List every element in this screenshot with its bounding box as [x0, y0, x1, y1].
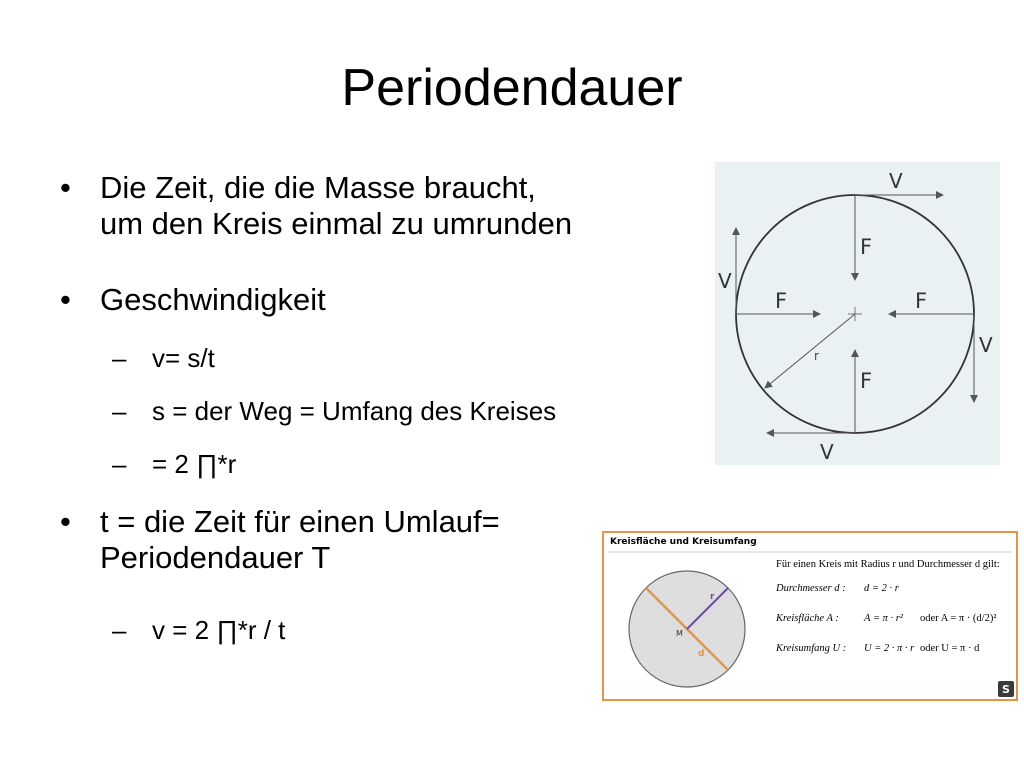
force-label-bottom: F [860, 369, 873, 393]
formula-label: Kreisumfang U : [776, 643, 847, 654]
radius-arrow [765, 314, 855, 388]
radius-label: r [814, 349, 819, 363]
formula-label: Durchmesser d : [776, 583, 846, 594]
logo-text: S [1002, 683, 1010, 696]
force-label-right: F [915, 289, 928, 313]
sub-bullet-marker: – [112, 396, 127, 426]
sub-bullet-text: v= s/t [152, 343, 215, 373]
bullet-text-cont: Periodendauer T [100, 540, 331, 575]
velocity-label-right: V [979, 333, 993, 357]
radius-label: r [710, 592, 715, 602]
formula-heading: Kreisfläche und Kreisumfang [610, 537, 757, 547]
circle-formula-box [602, 531, 1018, 701]
sub-bullet-marker: – [112, 449, 127, 479]
sub-bullet-text: s = der Weg = Umfang des Kreises [152, 396, 557, 426]
force-label-left: F [775, 289, 788, 313]
bullet-text: t = die Zeit für einen Umlauf= [100, 504, 500, 539]
sub-bullet-marker: – [112, 615, 127, 645]
circular-motion-diagram [715, 162, 1000, 465]
bullet-text: Die Zeit, die die Masse braucht, [100, 170, 536, 205]
bullet-speed [60, 282, 326, 318]
center-label: M [676, 629, 683, 638]
formula-expression: A = π · r² [864, 613, 903, 624]
velocity-label-left: V [718, 269, 732, 293]
formula-alternative: oder U = π · d [920, 643, 980, 654]
bullet-marker: • [60, 504, 71, 539]
bullet-marker: • [60, 170, 71, 205]
sub-bullet-text: = 2 ∏*r [152, 449, 237, 479]
formula-alternative: oder A = π · (d/2)² [920, 613, 997, 624]
bullet-period [60, 504, 500, 576]
bullet-marker: • [60, 282, 71, 317]
diameter-label: d [698, 649, 705, 659]
velocity-label-top: V [889, 169, 903, 193]
formula-expression: U = 2 · π · r [864, 643, 915, 654]
velocity-label-bottom: V [820, 440, 834, 464]
force-label-top: F [860, 235, 873, 259]
formula-intro: Für einen Kreis mit Radius r und Durchmesser d gilt: [776, 559, 1000, 570]
sub-bullet-v-formula [112, 343, 215, 373]
slide-title: Periodendauer [341, 59, 683, 117]
sub-bullet-text: v = 2 ∏*r / t [152, 615, 286, 645]
bullet-text: Geschwindigkeit [100, 282, 326, 317]
sub-bullet-distance [112, 396, 556, 426]
sub-bullet-circumference [112, 449, 236, 479]
formula-expression: d = 2 · r [864, 583, 899, 594]
sub-bullet-marker: – [112, 343, 127, 373]
bullet-text-cont: um den Kreis einmal zu umrunden [100, 206, 573, 241]
bullet-time [60, 170, 572, 242]
sub-bullet-v-period [112, 615, 285, 645]
formula-label: Kreisfläche A : [776, 613, 839, 624]
